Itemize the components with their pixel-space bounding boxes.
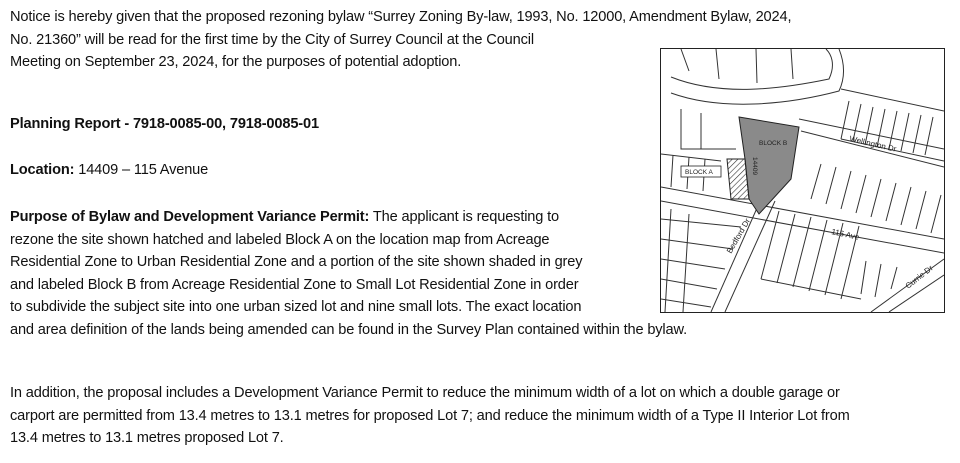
purpose-line: and area definition of the lands being amended can be found in the Survey Plan contained within the bylaw. xyxy=(10,321,687,338)
location-line xyxy=(10,159,208,182)
purpose-text: The applicant is requesting to xyxy=(369,209,560,225)
intro-line: Notice is hereby given that the proposed rezoning bylaw “Surrey Zoning By-law, 1993, No. 12000, Amendment Bylaw, 2024, xyxy=(10,9,792,25)
purpose-line: to subdivide the subject site into one urban sized lot and nine small lots. The exact location xyxy=(10,299,582,315)
block-a-area xyxy=(727,159,749,199)
location-label: Location: xyxy=(10,162,75,178)
planning-report-heading: Planning Report - 7918-0085-00, 7918-0085-01 xyxy=(10,116,319,132)
purpose-line: rezone the site shown hatched and labeled Block A on the location map from Acreage xyxy=(10,231,550,248)
purpose-line xyxy=(10,206,770,229)
map-lot-lines xyxy=(661,49,944,312)
block-b-label: BLOCK B xyxy=(759,140,788,147)
street-label-bedford: Bedford Dr xyxy=(724,216,753,255)
location-value: 14409 – 115 Avenue xyxy=(74,162,209,178)
addition-line: 13.4 metres to 13.1 metres proposed Lot 7. xyxy=(10,430,284,446)
street-label-currie: Currie Dr xyxy=(903,263,935,291)
purpose-line: Residential Zone to Urban Residential Zone and a portion of the site shown shaded in grey xyxy=(10,254,583,270)
addition-line: carport are permitted from 13.4 metres to 13.1 metres for proposed Lot 7; and reduce the minimum width of a Type II Interior Lot from xyxy=(10,407,850,424)
purpose-line: and labeled Block B from Acreage Residential Zone to Small Lot Residential Zone in order xyxy=(10,276,579,293)
intro-paragraph xyxy=(10,6,792,74)
addition-paragraph xyxy=(10,382,955,450)
addition-line: In addition, the proposal includes a Development Variance Permit to reduce the minimum width of a lot on which a double garage or xyxy=(10,385,840,401)
intro-line: Meeting on September 23, 2024, for the purposes of potential adoption. xyxy=(10,54,462,70)
intro-line: No. 21360” will be read for the first time by the City of Surrey Council at the Council xyxy=(10,31,534,48)
address-label: 14409 xyxy=(751,157,758,176)
purpose-paragraph xyxy=(10,206,770,341)
block-a-label: BLOCK A xyxy=(685,169,713,176)
location-map xyxy=(660,48,945,313)
purpose-label: Purpose of Bylaw and Development Variance Permit: xyxy=(10,209,370,225)
street-label-wellington: Wellington Dr xyxy=(848,134,898,154)
location-map-drawing xyxy=(661,49,944,312)
street-label-115-ave: 115 Ave xyxy=(830,227,861,242)
